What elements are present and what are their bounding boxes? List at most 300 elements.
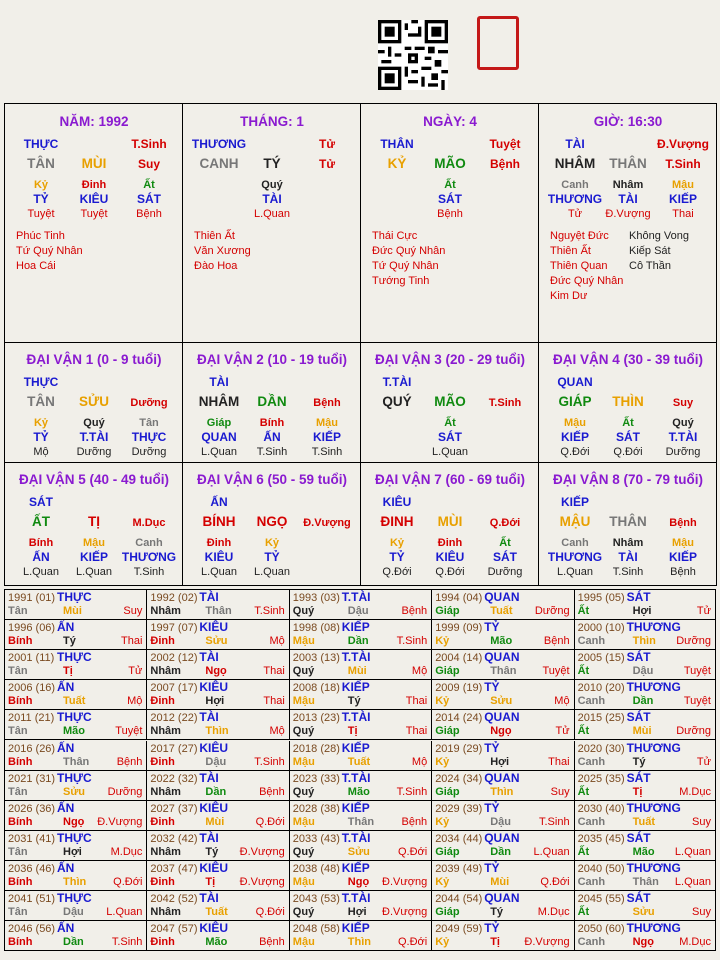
year-cell [575,861,715,891]
hidden-stem: Quý [83,417,105,429]
year-cell [432,771,574,801]
year-field: Bính [8,875,33,888]
pillar-title: GIỜ: 16:30 [593,114,663,129]
year-field: 2035 (45) [577,832,625,845]
year-field: Sửu [490,695,513,708]
year-field: TÀI [199,770,219,785]
year-field: 1999 (09) [435,622,483,635]
hidden-god: TỶ [264,550,280,564]
hidden-stem: Canh [561,537,589,549]
year-field: Ngọ [205,665,227,678]
year-field: Tuyệt [683,695,711,708]
hidden-god: KIÊU [79,192,109,206]
year-field: Tị [490,936,500,949]
year-field: 2004 (14) [435,652,483,665]
daivan-chi-state: T.Sinh [488,397,522,409]
year-cell [575,921,715,951]
hidden-god: KIẾP [668,192,698,206]
year-field: 1992 (02) [150,592,198,604]
year-cell [432,831,574,861]
year-field: 2045 (55) [577,893,625,905]
pillar-chi: MÙI [81,156,107,171]
hidden-god: TỶ [33,192,49,206]
year-field: Mộ [411,665,428,678]
year-cell [5,771,147,801]
year-field: Kỷ [435,875,450,888]
year-field: 2016 (26) [8,742,56,755]
year-field: Tử [696,755,711,768]
year-field: 1994 (04) [435,592,483,604]
daivan-chi: TỊ [88,514,100,529]
star-item: Thiên Ất [550,245,591,257]
hidden-god: KIÊU [435,550,465,564]
year-cell [575,710,715,740]
daivan-thap: ẤN [210,495,228,509]
year-field: THƯƠNG [626,800,681,815]
hidden-stem: Tân [139,417,159,429]
year-cell [575,801,715,831]
daivan-box [182,462,361,586]
hidden-state: L.Quan [253,566,291,578]
year-cell [432,590,574,620]
year-cell [432,620,574,650]
year-field: Thân [632,875,659,888]
daivan-chi: SỬU [79,394,109,409]
daivan-can: ĐINH [380,514,414,529]
year-cell [575,831,715,861]
year-field: 2046 (56) [8,923,56,936]
pillar-chi: TÝ [263,156,281,171]
year-field: Đ.Vượng [239,845,285,858]
year-cell [147,710,289,740]
year-field: Dậu [63,906,84,918]
year-field: Dưỡng [676,635,711,648]
year-field: 2050 (60) [577,923,625,936]
year-field: TÀI [199,650,219,665]
year-field: T.TÀI [341,830,371,845]
year-field: THƯƠNG [626,680,681,695]
year-field: M.Dục [679,785,711,798]
pillar-chi-state: Bệnh [490,157,520,171]
hidden-state: T.Sinh [133,566,165,578]
hidden-god: T.TÀI [79,430,109,444]
year-field: Kỷ [435,755,450,768]
hidden-state: L.Quan [253,208,291,220]
year-field: T.Sinh [396,785,428,798]
year-cell [432,650,574,680]
year-field: SÁT [626,650,651,665]
year-field: Tuất [63,695,86,708]
year-cell [147,590,289,620]
year-field: THỰC [57,770,92,785]
daivan-can: GIÁP [558,394,592,409]
year-field: 2044 (54) [435,893,483,905]
hidden-god: THỰC [131,430,167,444]
year-field: Tử [555,725,570,738]
year-field: TÀI [199,830,219,845]
hidden-state: Dưỡng [131,446,167,458]
star-item: Kim Dư [550,290,588,302]
year-field: 2033 (43) [292,832,340,845]
hidden-state: Bệnh [136,208,162,220]
year-field: Mùi [632,725,652,738]
year-field: Tị [347,725,358,738]
year-field: Tý [347,695,361,708]
year-field: Bính [8,695,33,708]
hidden-god: TÀI [262,192,282,206]
year-field: Dậu [347,605,369,617]
star-item: Thiên Quan [550,260,608,272]
star-item: Đức Quý Nhân [550,275,624,287]
pillar-box [182,103,361,343]
daivan-thap: QUAN [557,375,593,389]
pillar-thap: THỰC [23,137,59,151]
year-field: 2018 (28) [292,742,340,755]
star-item: Cô Thần [629,260,671,272]
star-item: Đức Quý Nhân [372,245,446,257]
hidden-stem: Kỷ [389,537,405,549]
year-field: 1995 (05) [577,592,625,604]
year-cell [147,771,289,801]
year-field: Mậu [292,815,315,828]
year-field: Mùi [63,605,82,617]
year-field: Nhâm [150,906,181,918]
year-cell [290,801,432,831]
year-field: TỶ [484,740,500,755]
hidden-state: L.Quan [200,446,238,458]
hidden-state: T.Sinh [256,446,288,458]
daivan-title: ĐẠI VẬN 3 (20 - 29 tuổi) [374,352,526,367]
year-field: 1997 (07) [150,622,198,635]
year-cell [290,921,432,951]
year-field: Tý [632,755,646,768]
year-field: Mộ [269,725,285,738]
year-field: Canh [577,755,606,768]
year-field: L.Quan [674,845,711,858]
year-field: Thân [205,605,232,617]
year-field: 2002 (12) [150,652,198,665]
year-cell [575,650,715,680]
year-cell [432,861,574,891]
daivan-title: ĐẠI VẬN 4 (30 - 39 tuổi) [552,352,704,367]
pillar-can: KỶ [387,156,407,171]
year-field: 2029 (39) [435,802,483,815]
year-cell [5,921,147,951]
hidden-stem: Ất [444,179,456,191]
year-field: QUAN [484,770,520,785]
year-field: ẤN [57,921,75,936]
year-field: 2003 (13) [292,652,340,665]
year-cell [147,891,289,921]
hidden-state: L.Quan [431,446,469,458]
year-cell [575,680,715,710]
hidden-god: SÁT [493,550,517,564]
daivan-chi-state: Bệnh [669,517,697,529]
year-field: KIẾP [341,800,370,815]
year-field: 2014 (24) [435,712,483,725]
year-field: Mộ [554,695,570,708]
year-field: 2031 (41) [8,832,56,845]
star-item: Nguyệt Đức [550,230,609,242]
year-cell [5,710,147,740]
year-field: 2047 (57) [150,923,198,936]
hidden-stem: Đinh [81,179,107,191]
year-field: TÀI [199,590,219,604]
year-field: Ất [577,785,590,798]
hidden-stem: Quý [672,417,694,429]
year-field: Ất [577,665,590,678]
year-field: Canh [577,635,606,648]
year-field: 1998 (08) [292,622,340,635]
year-field: T.TÀI [341,891,371,905]
year-field: Kỷ [435,695,450,708]
year-field: Dậu [205,755,227,768]
year-field: Kỷ [435,635,450,648]
year-field: Đinh [150,755,175,768]
year-field: Bệnh [401,605,428,617]
year-cell [147,650,289,680]
year-field: Hợi [632,605,652,617]
hidden-state: Q.Đới [435,566,465,578]
daivan-box [360,342,539,463]
year-field: 1991 (01) [8,592,56,604]
year-field: Tị [205,875,216,888]
star-item: Tứ Quý Nhân [16,245,83,257]
hidden-god: TÀI [618,192,638,206]
year-field: Tuất [632,815,655,828]
year-cell [5,620,147,650]
year-field: 2007 (17) [150,682,198,695]
year-field: 2026 (36) [8,802,56,815]
year-field: Nhâm [150,845,181,858]
star-item: Hoa Cái [16,260,56,272]
hidden-state: Tuyệt [80,208,108,220]
daivan-chi-state: Đ.Vượng [303,517,351,529]
year-field: T.Sinh [254,605,285,617]
year-field: THỰC [57,590,92,604]
year-field: Dậu [632,665,654,678]
year-field: TỶ [484,620,500,635]
year-field: TỶ [484,800,500,815]
year-field: KIÊU [199,860,229,875]
year-field: Giáp [435,605,460,617]
year-cell [147,861,289,891]
year-field: Đ.Vượng [524,936,570,949]
year-field: Thìn [632,635,656,648]
year-field: Thìn [205,725,229,738]
hidden-god: KIÊU [204,550,234,564]
pillar-chi-state: T.Sinh [665,157,701,171]
year-field: Giáp [435,665,460,678]
year-field: Mộ [269,635,285,648]
year-field: Hợi [347,906,367,918]
year-field: Đ.Vượng [97,815,143,828]
hidden-stem: Bính [259,417,285,429]
hidden-state: L.Quan [22,566,60,578]
daivan-title: ĐẠI VẬN 8 (70 - 79 tuổi) [552,472,704,487]
year-field: T.TÀI [341,590,371,604]
year-field: Mộ [127,695,143,708]
year-cell [290,680,432,710]
year-field: 2042 (52) [150,893,198,905]
daivan-can: QUÝ [382,394,412,409]
year-field: QUAN [484,830,520,845]
daivan-can: TÂN [27,394,55,409]
year-field: THƯƠNG [626,860,681,875]
daivan-chi: THÌN [612,394,644,409]
year-cell [147,921,289,951]
hidden-state: L.Quan [556,566,594,578]
year-cell [432,921,574,951]
year-cell [575,771,715,801]
year-field: Thìn [490,785,514,798]
year-field: Mậu [292,936,315,949]
year-field: Giáp [435,725,460,738]
year-cell [5,590,147,620]
hidden-stem: Bính [28,537,54,549]
year-field: Tân [8,906,28,918]
year-field: Thân [63,755,90,768]
daivan-chi-state: Suy [672,397,694,409]
year-field: Giáp [435,906,460,918]
daivan-chi: MÙI [437,514,463,529]
year-field: 2000 (10) [577,622,625,635]
year-field: Kỷ [435,936,450,949]
year-field: Tử [696,605,711,617]
year-field: T.Sinh [254,755,285,768]
year-field: Thai [405,725,428,738]
pillar-chi-state: Tử [318,157,336,171]
year-field: 2006 (16) [8,682,56,695]
year-field: 2041 (51) [8,893,56,905]
year-field: Tuyệt [683,665,711,678]
year-field: T.Sinh [539,815,570,828]
year-field: Quý [292,906,315,918]
hidden-god: TỶ [33,430,49,444]
year-field: THỰC [57,830,92,845]
year-field: Dần [205,785,227,798]
year-field: Mão [63,725,85,738]
year-field: SÁT [626,770,651,785]
year-field: TÀI [199,891,219,905]
year-field: Tuất [347,755,371,768]
year-cell [290,771,432,801]
year-cell [5,831,147,861]
year-field: THỰC [57,650,92,665]
year-field: Hợi [205,695,225,708]
year-field: QUAN [484,891,520,905]
year-field: Thai [120,635,143,648]
year-field: Bính [8,936,33,949]
year-field: KIÊU [199,800,229,815]
year-cell [147,741,289,771]
pillar-title: NĂM: 1992 [59,114,129,129]
year-field: Đ.Vượng [382,906,428,918]
year-field: T.TÀI [341,770,371,785]
year-cell [432,891,574,921]
year-field: Mão [490,635,513,648]
hidden-god: ẤN [32,550,50,564]
year-field: Canh [577,936,606,949]
year-field: KIẾP [341,740,370,755]
hidden-god: TỶ [389,550,405,564]
hidden-stem: Canh [561,179,589,191]
star-item: Đào Hoa [194,260,238,272]
hidden-stem: Đinh [206,537,232,549]
pillar-can: TÂN [27,156,55,171]
year-field: Nhâm [150,725,181,738]
year-field: Nhâm [150,605,181,617]
year-field: Tý [205,845,219,858]
year-field: T.Sinh [396,635,428,648]
daivan-chi: NGỌ [256,514,288,529]
daivan-thap: KIÊU [382,495,412,509]
year-field: Dậu [490,815,511,828]
year-field: Suy [692,906,711,918]
year-cell [575,891,715,921]
year-field: Tân [8,605,28,617]
year-field: Thai [548,755,570,768]
daivan-box [360,462,539,586]
year-field: Đ.Vượng [239,875,285,888]
year-field: KIẾP [341,921,370,936]
daivan-can: MẬU [559,514,591,529]
daivan-thap: THỰC [23,375,59,389]
hidden-stem: Mậu [672,179,694,191]
year-field: L.Quan [533,845,570,858]
hidden-state: Thai [672,208,694,220]
year-field: 2032 (42) [150,832,198,845]
hidden-god: SÁT [438,192,462,206]
year-field: SÁT [626,891,651,905]
year-field: TÀI [199,710,219,725]
year-field: Mão [632,845,655,858]
star-item: Tướng Tinh [372,275,430,287]
year-field: Dần [632,695,654,708]
year-field: Mão [205,936,228,949]
year-field: Quý [292,725,315,738]
hidden-god: THƯƠNG [547,550,603,564]
hidden-stem: Giáp [206,417,232,429]
hidden-state: T.Sinh [612,566,644,578]
year-field: Quý [292,665,315,678]
hidden-stem: Kỷ [33,179,49,191]
year-field: Q.Đới [397,936,428,949]
year-field: THƯƠNG [626,921,681,936]
year-field: Suy [692,815,711,828]
year-field: Tuất [490,605,513,617]
year-field: Đinh [150,875,175,888]
daivan-thap: T.TÀI [382,375,412,389]
year-field: Bính [8,815,33,828]
year-field: Thìn [63,875,87,888]
year-field: Mùi [347,665,367,678]
year-field: Đinh [150,815,175,828]
daivan-can: BÍNH [202,514,236,529]
year-field: 2030 (40) [577,802,625,815]
daivan-thap: TÀI [209,375,229,389]
star-item: Không Vong [629,230,689,242]
year-field: TỶ [484,680,500,695]
year-field: Quý [292,845,315,858]
daivan-chi-state: M.Dục [132,517,166,529]
year-field: Tuất [205,906,228,918]
hidden-state: Dưỡng [665,446,701,458]
pillar-state: Tuyệt [489,137,521,151]
year-field: 2024 (34) [435,772,483,785]
year-field: Tị [632,785,643,798]
hidden-state: Q.Đới [613,446,643,458]
